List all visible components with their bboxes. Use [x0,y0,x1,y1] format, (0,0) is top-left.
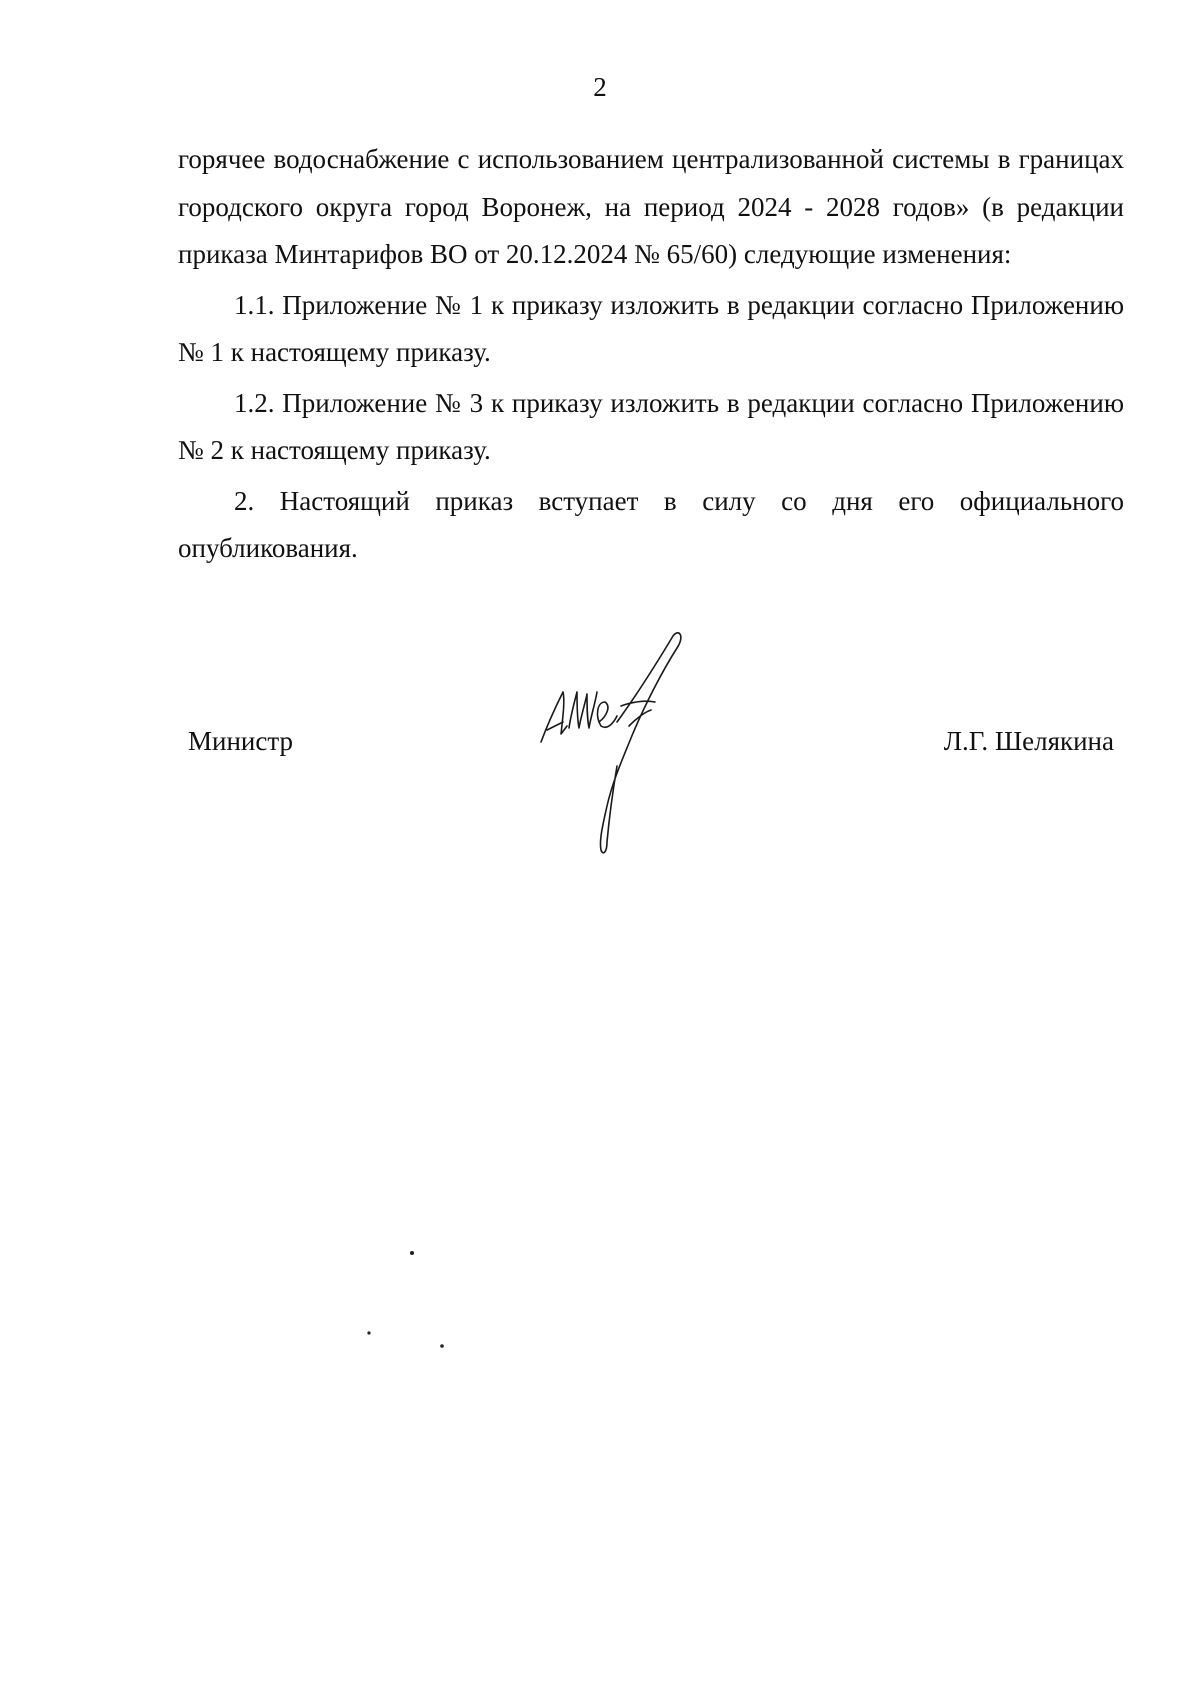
body-paragraph-2: 2. Настоящий приказ вступает в силу со дня его официального опубликования. [178,485,1124,563]
signer-position: Министр [188,726,293,756]
document-body [178,136,1124,576]
body-paragraph-1-2: 1.2. Приложение № 3 к приказу изложить в редакции согласно Приложению № 2 к настоящему приказу. [178,387,1124,465]
page-number: 2 [593,72,607,102]
scan-speck [367,1331,370,1334]
body-paragraph-intro: горячее водоснабжение с использованием централизованной системы в границах городского округа город Воронеж, на период 2024 - 2028 годов» (в редакции приказа Минтарифов ВО от 20.12.2024 № 65/60) следующие изменения: [178,144,1124,269]
scan-speck [410,1251,414,1255]
body-paragraph-1-1: 1.1. Приложение № 1 к приказу изложить в редакции согласно Приложению № 1 к настоящему приказу. [178,289,1124,367]
scan-speck [440,1344,444,1348]
signer-name: Л.Г. Шелякина [943,726,1114,756]
handwritten-signature [533,630,733,870]
signature-block [178,630,1124,870]
